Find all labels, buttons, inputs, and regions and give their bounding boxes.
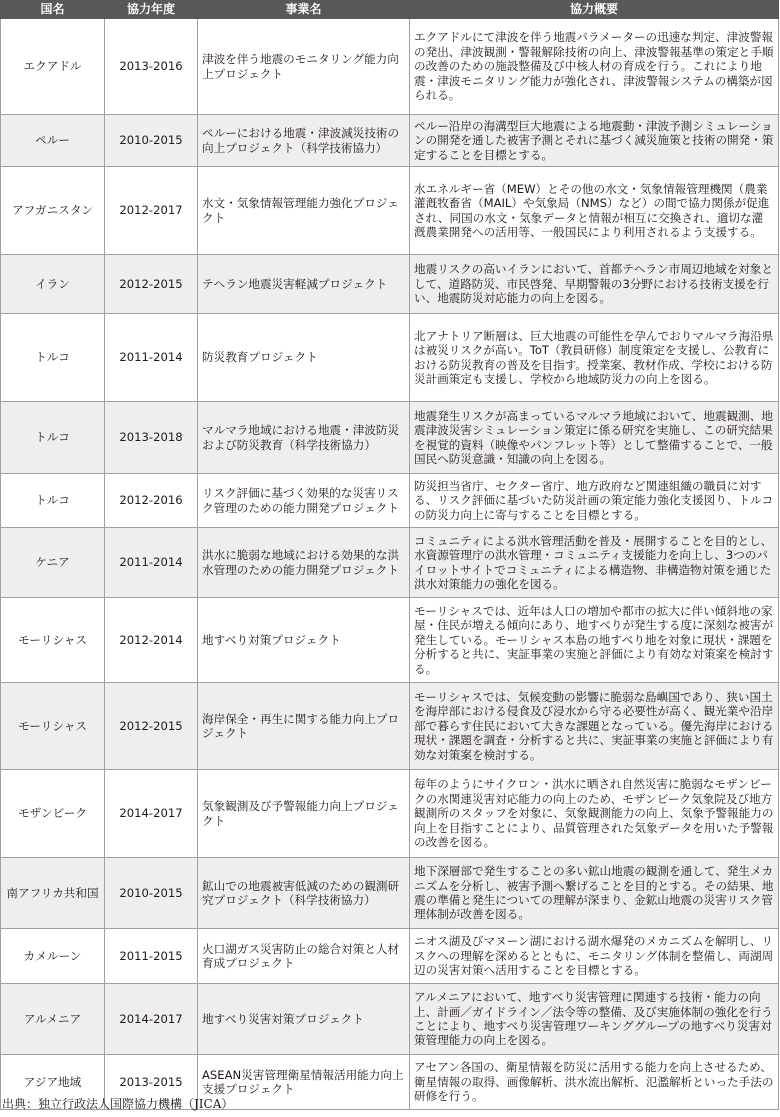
project-cell: 地すべり対策プロジェクト	[198, 598, 410, 683]
years-cell: 2012-2014	[105, 598, 198, 683]
table-row	[1, 929, 779, 984]
country-cell: トルコ	[1, 474, 105, 528]
table-row	[1, 402, 779, 474]
country-cell: アフガニスタン	[1, 167, 105, 255]
table-row	[1, 984, 779, 1055]
project-cell: 津波を伴う地震のモニタリング能力向上プロジェクト	[198, 19, 410, 115]
years-cell: 2013-2018	[105, 402, 198, 474]
table-row	[1, 167, 779, 255]
project-cell: 気象観測及び予警報能力向上プロジェクト	[198, 770, 410, 858]
country-cell: エクアドル	[1, 19, 105, 115]
country-cell: ペルー	[1, 115, 105, 167]
project-cell: 鉱山での地震被害低減のための観測研究プロジェクト（科学技術協力）	[198, 858, 410, 929]
country-cell: モザンビーク	[1, 770, 105, 858]
project-cell: ASEAN災害管理衛星情報活用能力向上支援プロジェクト	[198, 1055, 410, 1110]
country-cell: モーリシャス	[1, 683, 105, 770]
summary-cell: コミュニティによる洪水管理活動を普及・展開することを目的とし、水資源管理庁の洪水管理・コミュニティ支援能力を向上し、3つのパイロットサイトでコミュニティによる構造物、非構造物対策を通じた洪水対策能力の強化を図る。	[410, 528, 779, 598]
years-cell: 2010-2015	[105, 858, 198, 929]
summary-cell: 地震リスクの高いイランにおいて、首都テヘラン市周辺地域を対象として、道路防災、市民啓発、早期警報の3分野における技術支援を行い、地震防災対応能力の向上を図る。	[410, 255, 779, 314]
summary-cell: ニオス湖及びマヌーン湖における湖水爆発のメカニズムを解明し、リスクへの理解を深めるとともに、モニタリング体制を整備し、両湖周辺の災害対策へ活用することを目標とする。	[410, 929, 779, 984]
project-cell: リスク評価に基づく効果的な災害リスク管理のための能力開発プロジェクト	[198, 474, 410, 528]
summary-cell: 防災担当省庁、セクター省庁、地方政府など関連組織の職員に対する、リスク評価に基づいた防災計画の策定能力強化支援図り、トルコの防災力向上に寄与することを目標とする。	[410, 474, 779, 528]
years-cell: 2014-2017	[105, 984, 198, 1055]
table-row	[1, 770, 779, 858]
years-cell: 2012-2015	[105, 683, 198, 770]
country-cell: 南アフリカ共和国	[1, 858, 105, 929]
summary-cell: モーリシャスでは、近年は人口の増加や都市の拡大に伴い傾斜地の家屋・住民が増える傾向にあり、地すべりが発生する度に深刻な被害が発生している。モーリシャス本島の地すべり地を対象に現状・課題を分析すると共に、実証事業の実施と評価により有効な対策案を検討する。	[410, 598, 779, 683]
project-cell: ペルーにおける地震・津波減災技術の向上プロジェクト（科学技術協力）	[198, 115, 410, 167]
project-cell: 水文・気象情報管理能力強化プロジェクト	[198, 167, 410, 255]
summary-cell: 毎年のようにサイクロン・洪水に晒され自然災害に脆弱なモザンビークの水関連災害対応能力の向上のため、モザンビーク気象院及び地方観測所のスタッフを対象に、気象観測能力の向上、気象予警報能力の向上を目指すことにより、品質管理された気象データを用いた予警報の改善を図る。	[410, 770, 779, 858]
summary-cell: アセアン各国の、衛星情報を防災に活用する能力を向上させるため、衛星情報の取得、画像解析、洪水流出解析、氾濫解析といった手法の研修を行う。	[410, 1055, 779, 1110]
summary-cell: 地下深層部で発生することの多い鉱山地震の観測を通して、発生メカニズムを分析し、被害予測へ繋げることを目的とする。その結果、地震の準備と発生についての理解が深まり、金鉱山地震の災害リスク管理体制が改善を図る。	[410, 858, 779, 929]
years-cell: 2011-2014	[105, 314, 198, 402]
summary-cell: アルメニアにおいて、地すべり災害管理に関連する技術・能力の向上、計画／ガイドライン／法令等の整備、及び実施体制の強化を行うことにより、地すべり災害管理ワーキンググループの地すべり災害対策管理能力の向上を図る。	[410, 984, 779, 1055]
country-cell: トルコ	[1, 314, 105, 402]
table-row	[1, 528, 779, 598]
project-cell: 地すべり災害対策プロジェクト	[198, 984, 410, 1055]
years-cell: 2013-2015	[105, 1055, 198, 1110]
project-cell: テヘラン地震災害軽減プロジェクト	[198, 255, 410, 314]
table-row	[1, 115, 779, 167]
summary-cell: ペルー沿岸の海溝型巨大地震による地震動・津波予測シミュレーションの開発を通した被害予測とそれに基づく減災施策と技術の開発・策定することを目標とする。	[410, 115, 779, 167]
summary-cell: 地震発生リスクが高まっているマルマラ地域において、地震観測、地震津波災害シミュレーション策定に係る研究を実施し、この研究結果を視覚的資料（映像やパンフレット等）として整備することで、一般国民へ防災意識・知識の向上を図る。	[410, 402, 779, 474]
country-cell: アジア地域	[1, 1055, 105, 1110]
summary-cell: エクアドルにて津波を伴う地震パラメーターの迅速な判定、津波警報の発出、津波観測・警報解除技術の向上、津波警報基準の策定と手順の改善のための施設整備及び中核人材の育成を行う。これにより地震・津波モニタリング能力が強化され、津波警報システムの構築が図られる。	[410, 19, 779, 115]
table-row	[1, 858, 779, 929]
project-cell: 海岸保全・再生に関する能力向上プロジェクト	[198, 683, 410, 770]
country-cell: カメルーン	[1, 929, 105, 984]
header-project: 事業名	[198, 1, 410, 19]
years-cell: 2014-2017	[105, 770, 198, 858]
summary-cell: モーリシャスでは、気候変動の影響に脆弱な島嶼国であり、狭い国土を海岸部における侵食及び浸水から守る必要性が高く、観光業や沿岸部で暮らす住民において大きな課題となっている。優先海岸における現状・課題を調査・分析すると共に、実証事業の実施と評価により有効な対策案を検討する。	[410, 683, 779, 770]
header-row	[1, 1, 779, 19]
project-cell: マルマラ地域における地震・津波防災および防災教育（科学技術協力）	[198, 402, 410, 474]
table-row	[1, 683, 779, 770]
years-cell: 2011-2015	[105, 929, 198, 984]
country-cell: モーリシャス	[1, 598, 105, 683]
table-row	[1, 474, 779, 528]
years-cell: 2012-2017	[105, 167, 198, 255]
country-cell: トルコ	[1, 402, 105, 474]
project-cell: 火口湖ガス災害防止の総合対策と人材育成プロジェクト	[198, 929, 410, 984]
country-cell: イラン	[1, 255, 105, 314]
summary-cell: 水エネルギー省（MEW）とその他の水文・気象情報管理機関（農業灌漑牧畜省（MAIL）や気象局（NMS）など）の間で協力関係が促進され、同国の水文・気象データと情報が相互に交換され、適切な灌漑農業開発への活用等、一般国民により利用されるよう支援する。	[410, 167, 779, 255]
table-row	[1, 255, 779, 314]
source-note: 出典：独立行政法人国際協力機構（JICA）	[2, 1097, 234, 1111]
header-country: 国名	[1, 1, 105, 19]
summary-cell: 北アナトリア断層は、巨大地震の可能性を孕んでおりマルマラ海沿県は被災リスクが高い。ToT（教員研修）制度策定を支援し、公教育における防災教育の普及を目指す。授業案、教材作成、学校における防災計画策定も支援し、学校から地域防災力の向上を図る。	[410, 314, 779, 402]
years-cell: 2011-2014	[105, 528, 198, 598]
table-row	[1, 598, 779, 683]
years-cell: 2010-2015	[105, 115, 198, 167]
table-row	[1, 19, 779, 115]
table-row	[1, 314, 779, 402]
header-summary: 協力概要	[410, 1, 779, 19]
years-cell: 2013-2016	[105, 19, 198, 115]
country-cell: アルメニア	[1, 984, 105, 1055]
header-years: 協力年度	[105, 1, 198, 19]
country-cell: ケニア	[1, 528, 105, 598]
project-cell: 洪水に脆弱な地域における効果的な洪水管理のための能力開発プロジェクト	[198, 528, 410, 598]
years-cell: 2012-2016	[105, 474, 198, 528]
project-cell: 防災教育プロジェクト	[198, 314, 410, 402]
years-cell: 2012-2015	[105, 255, 198, 314]
